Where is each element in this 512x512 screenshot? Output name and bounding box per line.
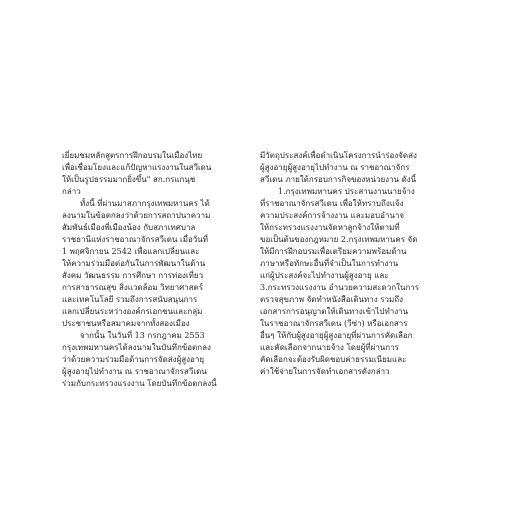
text-line: ลงนามในข้อตกลงว่าด้วยการสถาปนาความ bbox=[62, 211, 211, 220]
text-line: ให้มีการฝึกอบรมเพื่อเตรียมความพร้อมด้าน bbox=[260, 247, 407, 256]
text-line: ในราชอาณาจักรสวีเดน (วีซ่า) หรือเอกสาร bbox=[260, 319, 408, 328]
text-line: สัมพันธ์เมืองพี่เมืองน้อง กับสภาเทศบาล bbox=[62, 223, 196, 232]
text-line: ขอเป็นต้นของกฎหมาย 2.กรุงเทพมหานคร จัด bbox=[260, 235, 418, 244]
text-line: จากนั้น ในวันที่ 13 กรกฎาคม 2553 bbox=[80, 331, 205, 340]
text-line: เอกสารการอนุญาตให้เดินทางเข้าไปทำงาน bbox=[260, 307, 409, 316]
text-line: ผู้สูงอายุผู้สูงอายุไปทำงาน ณ ราชอาณาจักร bbox=[260, 163, 410, 172]
text-line: คัดเลือกจะต้องรับผิดชอบค่าธรรมเนียมและ bbox=[260, 355, 407, 364]
text-line: ที่ราชอาณาจักรสวีเดน เพื่อให้ทราบถึงแจ้ง bbox=[260, 199, 404, 208]
text-line: เยี่ยมชมหลักสูตรการฝึกอบรมในเมืองไทย bbox=[62, 151, 203, 160]
text-line: 1.กรุงเทพมหานคร ประสานงานนายจ้าง bbox=[278, 187, 415, 196]
text-line: ผู้สูงอายุไปทำงาน ณ ราชอาณาจักรสวีเดน bbox=[62, 367, 207, 376]
right-text-column bbox=[260, 150, 452, 378]
text-line: การสาธารณสุข สิ่งแวดล้อม วิทยาศาสตร์ bbox=[62, 283, 204, 292]
text-line: 3.กระทรวงแรงงาน อำนวยความสะดวกในการ bbox=[260, 283, 420, 292]
text-line: ตรวจสุขภาพ จัดทำหนังสือเดินทาง รวมถึง bbox=[260, 295, 404, 304]
text-line: เพื่อเชื่อมโยงและแก้ปัญหาแรงงานในสวีเดน bbox=[62, 163, 212, 172]
text-line: ให้เป็นรูปธรรมมากยิ่งขึ้น" สก.กรแกนุช bbox=[62, 175, 196, 184]
text-line: กล่าว bbox=[62, 187, 81, 196]
text-line: ว่าด้วยความร่วมมือด้านการจัดส่งผู้สูงอายุ bbox=[62, 355, 205, 364]
text-line: ให้ความร่วมมือต่อกันในการพัฒนาในด้าน bbox=[62, 259, 206, 268]
text-line: กรุงเทพมหานครได้ลงนามในบันทึกข้อตกลง bbox=[62, 343, 211, 352]
text-line: ความประสงค์การจ้างงาน และมอบอำนาจ bbox=[260, 211, 405, 220]
text-line: อื่นๆ ให้กับผู้สูงอายุผู้สูงอายุที่ผ่านการคัดเลือก bbox=[260, 331, 413, 340]
text-line: ค่าใช้จ่ายในการจัดทำเอกสารดังกล่าว bbox=[260, 367, 390, 376]
text-line: ราชธานีแห่งราชอาณาจักรสวีเดน เมื่อวันที่ bbox=[62, 235, 209, 244]
text-line: มีวัตถุประสงค์เพื่อดำเนินโครงการนำร่องจัดส่ง bbox=[260, 151, 417, 160]
text-line: แลกเปลี่ยนระหว่างองค์กรเอกชนและกลุ่ม bbox=[62, 307, 203, 316]
left-text-column bbox=[62, 150, 254, 390]
text-line: ภาษาหรือทักษะอื่นที่จำเป็นในการทำงาน bbox=[260, 259, 399, 268]
text-line: ให้กระทรวงแรงงานจัดหาลูกจ้างให้ตามที่ bbox=[260, 223, 400, 232]
text-line: ทั้งนี้ ที่ผ่านมาสภากรุงเทพมหานคร ได้ bbox=[80, 199, 210, 208]
text-line: ร่วมกับกระทรวงแรงงาน โดยบันทึกข้อตกลงนี้ bbox=[62, 379, 217, 388]
text-line: และคัดเลือกจากนายจ้าง โดยผู้ที่ผ่านการ bbox=[260, 343, 399, 352]
text-line: 1 พฤศจิกายน 2542 เพื่อแลกเปลี่ยนและ bbox=[62, 247, 200, 256]
text-line: แก่ผู้ประสงค์จะไปทำงานผู้สูงอายุ และ bbox=[260, 271, 389, 280]
text-line: สวีเดน ภายใต้กรอบการกิจของหน่วยงาน ดังนี้ bbox=[260, 175, 417, 184]
text-line: สังคม วัฒนธรรม การศึกษา การท่องเที่ยว bbox=[62, 271, 204, 280]
text-line: และเทคโนโลยี รวมถึงการสนับสนุนการ bbox=[62, 295, 198, 304]
text-line: ประชาชนหรือสมาคมจากทั้งสองเมือง bbox=[62, 319, 190, 328]
